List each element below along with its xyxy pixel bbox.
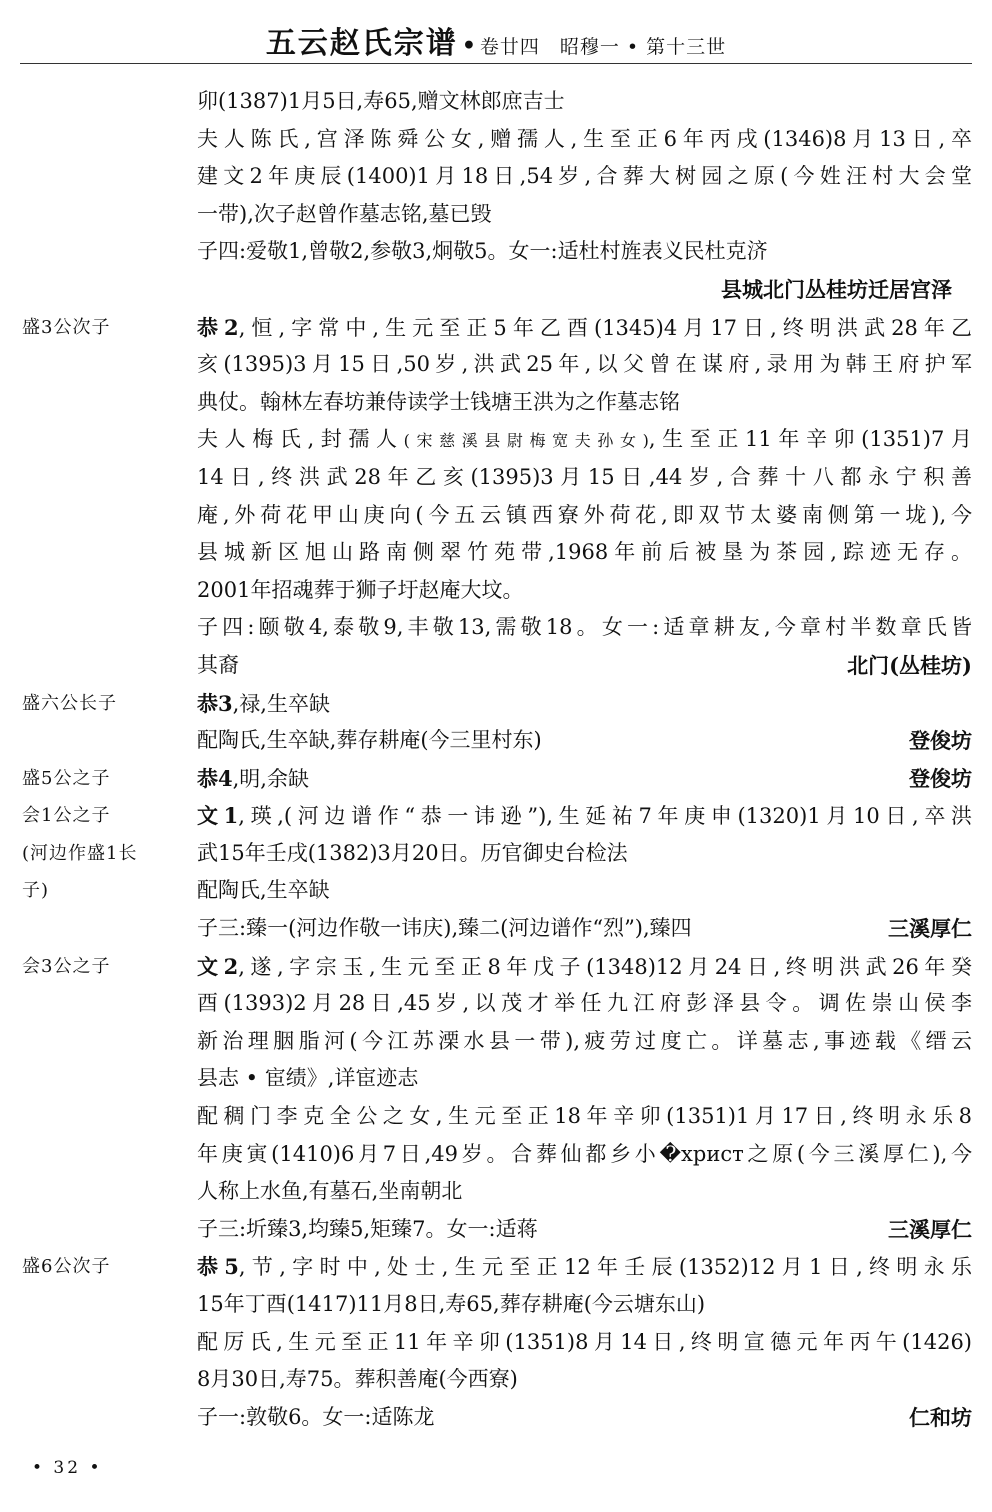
line-body: 其裔	[197, 652, 239, 677]
text-line	[0, 497, 992, 535]
line-body: 夫人陈氏,宫泽陈舜公女,赠孺人,生至正6年丙戌(1346)8月13日,卒	[197, 126, 972, 151]
section-title: 卷廿四 昭穆一 • 第十三世	[479, 36, 727, 58]
line-text	[197, 497, 972, 535]
lineage-label: 盛5公之子	[22, 767, 111, 789]
line-text	[197, 121, 972, 159]
line-text	[197, 196, 972, 234]
annotation-note: (宋慈溪县尉梅宽夫孙女)	[403, 431, 649, 451]
book-title: 五云赵氏宗谱	[265, 26, 458, 61]
text-line	[0, 459, 992, 497]
line-body: ,瑛,(河边谱作“恭一讳逊”),生延祐7年庚申(1320)1月10日,卒洪	[238, 804, 972, 829]
line-body: 年庚寅(1410)6月7日,49岁。合葬仙都乡小�христ之原(今三溪厚仁),今	[197, 1141, 972, 1166]
text-line	[0, 83, 992, 121]
line-text	[197, 421, 972, 460]
text-line	[0, 158, 992, 196]
residence-place: 登俊坊	[909, 765, 972, 791]
text-line	[0, 872, 992, 910]
text-line	[0, 1324, 992, 1362]
line-text	[197, 872, 972, 910]
line-text	[197, 346, 972, 384]
line-body: 子四:爱敬1,曾敬2,参敬3,炯敬5。女一:适杜村旌表义民杜克济	[197, 239, 768, 264]
line-text	[197, 384, 972, 422]
line-tail: ,生至正11年辛卯(1351)7月	[648, 427, 972, 452]
line-body: 14日,终洪武28年乙亥(1395)3月15日,44岁,合葬十八都永宁积善	[197, 464, 972, 489]
person-name: 恭5	[197, 1254, 239, 1280]
line-body: ,节,字时中,处士,生元至正12年壬辰(1352)12月1日,终明永乐	[238, 1255, 972, 1280]
text-line	[0, 760, 992, 798]
line-body: 配稠门李克全公之女,生元至正18年辛卯(1351)1月17日,终明永乐8	[197, 1104, 972, 1129]
line-body: 建文2年庚辰(1400)1月18日,54岁,合葬大树园之原(今姓汪村大会堂	[197, 164, 972, 189]
text-line	[0, 609, 992, 647]
text-line	[0, 309, 992, 347]
residence-place: 北门(丛桂坊)	[847, 652, 972, 678]
text-line	[0, 1136, 992, 1174]
lineage-label: 盛6公次子	[22, 1256, 111, 1278]
line-text	[197, 1211, 837, 1249]
text-line	[0, 948, 992, 986]
page-header	[0, 18, 992, 64]
text-line	[0, 1023, 992, 1061]
lineage-label: 会1公之子	[22, 805, 111, 827]
line-body: ,遂,字宗玉,生元至正8年戊子(1348)12月24日,终明洪武26年癸	[238, 954, 972, 979]
residence-place: 三溪厚仁	[888, 1216, 972, 1242]
text-line	[0, 1399, 992, 1437]
line-body: 人称上水鱼,有墓石,坐南朝北	[197, 1179, 463, 1204]
line-body: 15年丁酉(1417)11月8日,寿65,葬存耕庵(今云塘东山)	[197, 1292, 706, 1316]
person-name: 文1	[197, 803, 239, 829]
line-body: 2001年招魂葬于狮子圩赵庵大坟。	[197, 577, 524, 602]
text-line	[0, 572, 992, 610]
line-text	[197, 1173, 972, 1211]
line-body: 卯(1387)1月5日,寿65,赠文林郎庶吉士	[197, 89, 565, 113]
line-text	[197, 1098, 972, 1136]
residence-place: 仁和坊	[909, 1404, 972, 1430]
line-body: 配厉氏,生元至正11年辛卯(1351)8月14日,终明宣德元年丙午(1426)	[197, 1329, 972, 1354]
text-line	[0, 722, 992, 760]
line-text	[197, 685, 972, 724]
text-line	[0, 1060, 992, 1098]
text-line	[0, 910, 992, 948]
line-text	[197, 985, 972, 1023]
lineage-label: 盛六公长子	[22, 692, 117, 714]
text-line	[0, 196, 992, 234]
line-body: 亥(1395)3月15日,50岁,洪武25年,以父曾在谋府,录用为韩王府护军	[197, 352, 972, 377]
line-body: 县城北门丛桂坊迁居宫泽	[721, 276, 952, 302]
line-text	[197, 158, 972, 196]
line-text	[197, 1136, 972, 1174]
line-body: ,恒,字常中,生元至正5年乙酉(1345)4月17日,终明洪武28年乙	[238, 315, 972, 340]
text-line	[0, 1211, 992, 1249]
line-text	[197, 1060, 972, 1098]
line-text	[197, 1286, 972, 1324]
line-text	[197, 572, 972, 610]
line-text	[197, 233, 972, 271]
text-line	[0, 1173, 992, 1211]
text-line	[0, 985, 992, 1023]
line-text	[197, 1399, 837, 1437]
line-text	[197, 1248, 972, 1287]
line-text	[197, 83, 972, 121]
text-line	[0, 346, 992, 384]
line-text	[197, 797, 972, 836]
text-line	[0, 384, 992, 422]
line-text	[197, 1324, 972, 1362]
line-body: 配陶氏,生卒缺	[197, 878, 330, 903]
residence-place: 三溪厚仁	[888, 916, 972, 942]
line-text	[197, 534, 972, 572]
line-text	[197, 609, 972, 647]
line-text	[197, 647, 837, 685]
line-body: ,明,余缺	[232, 766, 309, 791]
line-text	[197, 271, 952, 309]
line-text	[197, 948, 972, 987]
text-line	[0, 271, 992, 309]
line-body: 新治理胭脂河(今江苏溧水县一带),疲劳过度亡。详墓志,事迹载《缙云	[197, 1028, 972, 1053]
text-line	[0, 1286, 992, 1324]
person-name: 文2	[197, 953, 239, 979]
person-name: 恭4	[197, 765, 233, 791]
lineage-label: (河边作盛1长	[22, 842, 138, 864]
line-body: 武15年壬戌(1382)3月20日。历官御史台检法	[197, 840, 628, 865]
text-line	[0, 647, 992, 685]
text-line	[0, 121, 992, 159]
line-body: 县城新区旭山路南侧翠竹苑带,1968年前后被垦为茶园,踪迹无存。	[197, 540, 972, 565]
header-rule	[20, 63, 972, 64]
residence-place: 登俊坊	[909, 728, 972, 754]
text-line	[0, 1361, 992, 1399]
line-body: 酉(1393)2月28日,45岁,以茂才举任九江府彭泽县令。调佐崇山侯李	[197, 991, 972, 1016]
text-line	[0, 685, 992, 723]
line-body: 县志 • 宦绩》,详宦迹志	[197, 1066, 419, 1091]
line-body: 子三:臻一(河边作敬一讳庆),臻二(河边谱作“烈”),臻四	[197, 916, 692, 941]
line-body: ,禄,生卒缺	[232, 691, 330, 716]
text-line	[0, 1248, 992, 1286]
line-body: 典仗。翰林左春坊兼侍读学士钱塘王洪为之作墓志铭	[197, 389, 680, 414]
line-text	[197, 1361, 972, 1399]
text-line	[0, 1098, 992, 1136]
line-text	[197, 835, 972, 873]
person-name: 恭2	[197, 314, 239, 340]
line-body: 庵,外荷花甲山庚向(今五云镇西寮外荷花,即双节太婆南侧第一垅),今	[197, 502, 972, 527]
line-text	[197, 760, 837, 799]
text-line	[0, 233, 992, 271]
page-number: • 32 •	[32, 1458, 103, 1478]
line-body: 子三:圻臻3,均臻5,矩臻7。女一:适蒋	[197, 1216, 538, 1241]
lineage-label: 盛3公次子	[22, 316, 111, 338]
line-text	[197, 910, 837, 948]
line-body: 8月30日,寿75。葬积善庵(今西寮)	[197, 1367, 518, 1392]
line-body: 子一:敦敬6。女一:适陈龙	[197, 1404, 435, 1429]
genealogy-body	[0, 83, 992, 1436]
header-dot: •	[461, 33, 476, 59]
line-text	[197, 459, 972, 497]
line-body: 配陶氏,生卒缺,葬存耕庵(今三里村东)	[197, 728, 542, 753]
text-line	[0, 421, 992, 459]
text-line	[0, 534, 992, 572]
line-text	[197, 1023, 972, 1061]
line-text	[197, 309, 972, 348]
line-text	[197, 722, 837, 760]
lineage-label: 子)	[22, 880, 50, 902]
line-body: 一带),次子赵曾作墓志铭,墓已毁	[197, 201, 492, 226]
text-line	[0, 835, 992, 873]
text-line	[0, 797, 992, 835]
lineage-label: 会3公之子	[22, 955, 111, 977]
person-name: 恭3	[197, 690, 233, 716]
line-body: 夫人梅氏,封孺人	[197, 427, 404, 452]
line-body: 子四:颐敬4,泰敬9,丰敬13,需敬18。女一:适章耕友,今章村半数章氏皆	[197, 615, 972, 640]
